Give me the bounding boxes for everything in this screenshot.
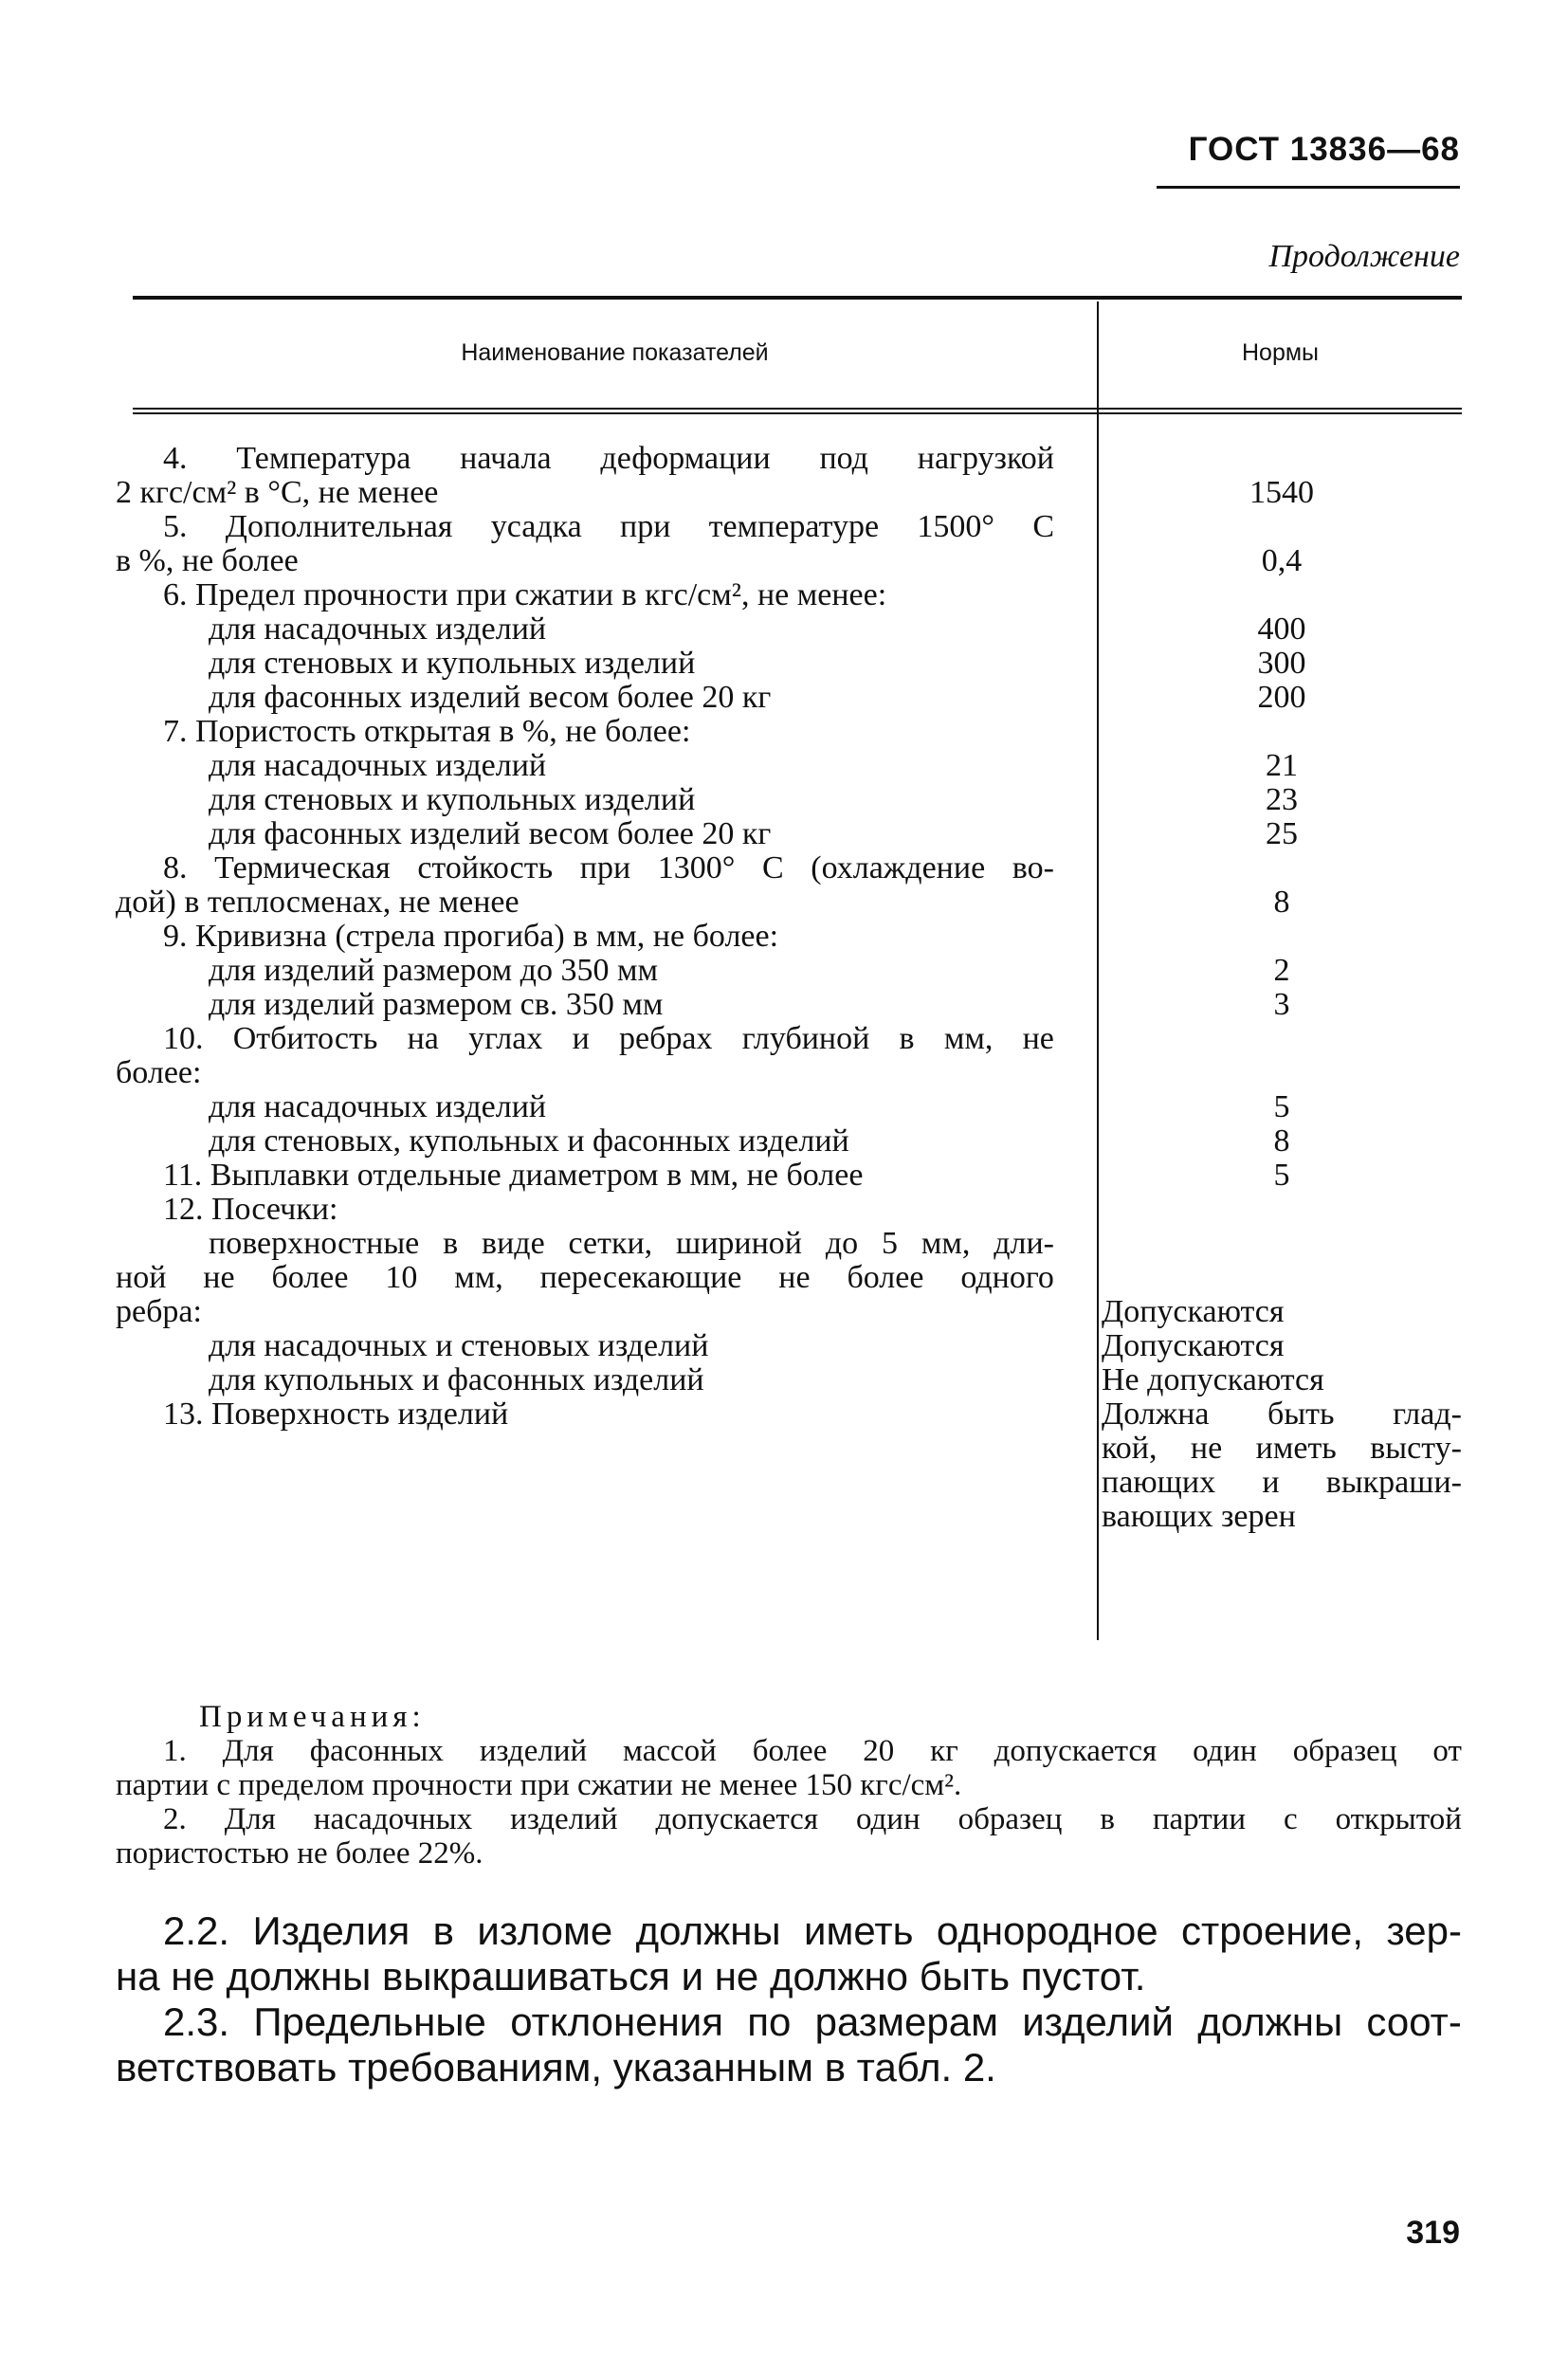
word: Для <box>222 1734 274 1768</box>
word: отклонения <box>510 1999 723 2044</box>
word: фасонных <box>309 1734 444 1768</box>
table-row-norm <box>1102 851 1462 885</box>
table-row-text: 9. Кривизна (стрела прогиба) в мм, не более: <box>163 919 779 954</box>
note-line: пористостью не более 22%. <box>116 1836 483 1871</box>
table-row-norm: 300 <box>1257 646 1306 681</box>
word: деформации <box>600 441 771 476</box>
word: в <box>432 1908 454 1953</box>
table-row-text <box>116 851 1054 885</box>
table-row-norm <box>1102 1432 1462 1466</box>
table-row-norm <box>1102 1261 1462 1295</box>
word: до <box>825 1226 859 1261</box>
word: 4. <box>163 441 188 476</box>
table-row-norm: 3 <box>1273 987 1290 1022</box>
word: и <box>572 1021 590 1056</box>
word: Изделия <box>252 1908 410 1953</box>
table-row-norm <box>1102 1397 1462 1432</box>
word: открытой <box>1335 1802 1462 1836</box>
word: изделий <box>510 1802 618 1836</box>
word: сетки, <box>568 1226 653 1261</box>
word: мм, <box>943 1021 994 1056</box>
word: Для <box>224 1802 276 1836</box>
paragraph-line: на не должны выкрашиваться и не должно быть пустот. <box>116 1954 1146 1999</box>
word: не <box>1190 1431 1223 1466</box>
word: нагрузкой <box>917 441 1054 476</box>
word: размерам <box>814 1999 998 2044</box>
word: Предельные <box>253 1999 486 2044</box>
table-row-text: для насадочных изделий <box>209 612 547 647</box>
table-row-text: для изделий размером до 350 мм <box>209 953 659 988</box>
word: пересекающие <box>539 1260 742 1295</box>
table-row-norm <box>1102 1022 1462 1056</box>
word: Температура <box>236 441 411 476</box>
word: допускается <box>655 1802 819 1836</box>
table-row-text: для стеновых и купольных изделий <box>209 782 696 817</box>
word: один <box>855 1802 921 1836</box>
word: и <box>1262 1465 1280 1500</box>
word: выкраши- <box>1325 1465 1462 1500</box>
word: 1. <box>163 1734 187 1768</box>
table-row-norm <box>1102 1056 1462 1090</box>
word: высту- <box>1370 1431 1462 1466</box>
table-row-norm <box>1102 510 1462 544</box>
table-row-text: в %, не более <box>116 543 299 578</box>
table-row-norm: Не допускаются <box>1102 1362 1324 1397</box>
word: поверхностные <box>209 1226 420 1261</box>
word: пающих <box>1102 1465 1216 1500</box>
word: один <box>1193 1734 1257 1768</box>
table-row-text: для фасонных изделий весом более 20 кг <box>209 816 772 851</box>
word: насадочных <box>313 1802 473 1836</box>
word: начала <box>460 441 552 476</box>
word: углах <box>468 1021 543 1056</box>
table-row-norm: 25 <box>1266 816 1298 851</box>
table-row-text: 12. Посечки: <box>163 1192 338 1227</box>
table-row-norm: 2 <box>1273 953 1290 988</box>
word: 1300° <box>657 850 736 885</box>
table-row-text <box>116 1466 1054 1500</box>
word: 10 <box>385 1260 418 1295</box>
note-line <box>116 1802 1462 1836</box>
word: при <box>620 509 671 544</box>
word: в <box>1100 1802 1115 1836</box>
table-row-text: для купольных и фасонных изделий <box>209 1362 704 1397</box>
word: ребрах <box>619 1021 713 1056</box>
table-row-text: для насадочных изделий <box>209 748 547 783</box>
word: виде <box>482 1226 545 1261</box>
word: изломе <box>477 1908 613 1953</box>
note-line <box>116 1734 1462 1768</box>
table-row-norm <box>1102 442 1462 476</box>
word: допускается <box>994 1734 1158 1768</box>
table-row-text: ребра: <box>116 1294 202 1329</box>
continuation-label: Продолжение <box>1268 239 1460 274</box>
word: глубиной <box>741 1021 870 1056</box>
word: при <box>579 850 631 885</box>
word: соот- <box>1366 1999 1462 2044</box>
table-row-text: для стеновых, купольных и фасонных изделий <box>209 1123 849 1159</box>
word: должны <box>635 1908 781 1953</box>
table-row-norm: 8 <box>1273 885 1290 920</box>
table-body-left <box>116 442 1054 1534</box>
word: 5 <box>881 1226 898 1261</box>
table-row-norm <box>1102 920 1462 954</box>
paragraph-line <box>116 1999 1462 2045</box>
word: 2. <box>163 1802 187 1836</box>
word: более <box>847 1260 924 1295</box>
word: 10. <box>163 1021 204 1056</box>
word: (охлаждение <box>811 850 986 885</box>
note-line: партии с пределом прочности при сжатии не менее 150 кгс/см². <box>116 1768 962 1802</box>
word: во- <box>1012 850 1054 885</box>
word: образец <box>957 1802 1063 1836</box>
word: не <box>1022 1021 1054 1056</box>
word: зер- <box>1386 1908 1462 1953</box>
word: изделий <box>479 1734 588 1768</box>
notes-title: Примечания: <box>199 1700 426 1734</box>
table-row-norm: 200 <box>1257 680 1306 715</box>
word: образец <box>1292 1734 1397 1768</box>
table-row-text: дой) в теплосменах, не менее <box>116 885 520 920</box>
table-row-text: 2 кгс/см² в °С, не менее <box>116 475 439 510</box>
word: температуре <box>708 509 880 544</box>
table-row-norm: 5 <box>1273 1089 1290 1124</box>
table-row-text <box>116 442 1054 476</box>
table-row-text: для насадочных изделий <box>209 1089 547 1124</box>
paragraph-line: ветствовать требованиям, указанным в табл. 2. <box>116 2045 996 2090</box>
table-row-text: для насадочных и стеновых изделий <box>209 1328 709 1363</box>
word: однородное <box>936 1908 1158 1953</box>
table-row-text <box>116 1432 1054 1466</box>
word: в <box>899 1021 915 1056</box>
table-row-norm: 1540 <box>1249 475 1314 510</box>
table-row-norm: 23 <box>1266 782 1298 817</box>
table-header-rule-2 <box>133 412 1462 414</box>
word: более <box>752 1734 828 1768</box>
table-header-norms: Нормы <box>1241 339 1320 366</box>
word: кой, <box>1102 1431 1158 1466</box>
word: 5. <box>163 509 188 544</box>
word: мм, <box>454 1260 503 1295</box>
word: в <box>443 1226 459 1261</box>
table-row-text: более: <box>116 1055 202 1090</box>
table-row-norm: 8 <box>1273 1123 1290 1159</box>
word: 1500° <box>917 509 995 544</box>
table-row-text <box>116 1500 1054 1534</box>
table-row-norm: Допускаются <box>1102 1328 1285 1363</box>
word: по <box>747 1999 792 2044</box>
table-row-text: для стеновых и купольных изделий <box>209 646 696 681</box>
table-body-right <box>1102 442 1462 1534</box>
table-row-norm <box>1102 1193 1462 1227</box>
table-header-rule <box>133 408 1462 410</box>
table-row-norm <box>1102 1466 1462 1500</box>
word: кг <box>930 1734 958 1768</box>
table-row-norm <box>1102 1227 1462 1261</box>
table-row-text: для изделий размером св. 350 мм <box>209 987 664 1022</box>
table-top-rule <box>133 296 1462 300</box>
table-row-norm: 5 <box>1273 1158 1290 1193</box>
table-row-text <box>116 1022 1054 1056</box>
word: иметь <box>804 1908 914 1953</box>
word: быть <box>1267 1396 1335 1432</box>
word: 2.2. <box>163 1908 230 1953</box>
word: на <box>407 1021 439 1056</box>
table-row-norm: вающих зерен <box>1102 1499 1296 1534</box>
table-row-text <box>116 510 1054 544</box>
table-row-text <box>116 1227 1054 1261</box>
table-row-text: 13. Поверхность изделий <box>163 1396 509 1432</box>
paragraphs <box>116 1908 1462 2090</box>
word: строение, <box>1181 1908 1364 1953</box>
word: не <box>203 1260 235 1295</box>
table-row-text: 11. Выплавки отдельные диаметром в мм, не более <box>163 1158 864 1193</box>
word: более <box>271 1260 349 1295</box>
table-column-divider <box>1097 301 1099 1640</box>
word: Отбитость <box>232 1021 378 1056</box>
table-row-norm <box>1102 578 1462 612</box>
word: ной <box>116 1260 167 1295</box>
word: С <box>761 850 784 885</box>
word: изделий <box>1022 1999 1174 2044</box>
word: стойкость <box>417 850 554 885</box>
table-row-text: для фасонных изделий весом более 20 кг <box>209 680 772 715</box>
word: не <box>778 1260 811 1295</box>
word: дли- <box>994 1226 1054 1261</box>
table-header-name: Наименование показателей <box>461 339 769 366</box>
notes-section <box>116 1700 1462 1871</box>
word: от <box>1432 1734 1462 1768</box>
word: глад- <box>1393 1396 1462 1432</box>
paragraph-line <box>116 1908 1462 1954</box>
word: Термическая <box>214 850 391 885</box>
table-row-text: 6. Предел прочности при сжатии в кгс/см², не менее: <box>163 577 887 612</box>
word: Должна <box>1102 1396 1210 1432</box>
word: под <box>819 441 868 476</box>
word: должны <box>1197 1999 1343 2044</box>
word: массой <box>623 1734 717 1768</box>
word: С <box>1032 509 1054 544</box>
word: 20 <box>863 1734 895 1768</box>
word: с <box>1283 1802 1298 1836</box>
word: 8. <box>163 850 188 885</box>
word: 2.3. <box>163 1999 230 2044</box>
word: шириной <box>676 1226 802 1261</box>
word: одного <box>960 1260 1054 1295</box>
doc-code-rule <box>1157 186 1460 189</box>
word: мм, <box>921 1226 971 1261</box>
table-row-norm: 400 <box>1257 612 1306 647</box>
table-row-text <box>116 1261 1054 1295</box>
word: иметь <box>1255 1431 1337 1466</box>
word: партии <box>1152 1802 1246 1836</box>
table-row-text: 7. Пористость открытая в %, не более: <box>163 714 691 749</box>
table-row-norm: 21 <box>1266 748 1298 783</box>
word: усадка <box>490 509 582 544</box>
table-row-norm <box>1102 715 1462 749</box>
table-row-norm: Допускаются <box>1102 1294 1285 1329</box>
word: Дополнительная <box>225 509 453 544</box>
doc-code: ГОСТ 13836—68 <box>1188 131 1460 168</box>
table-row-norm: 0,4 <box>1261 543 1303 578</box>
page-number: 319 <box>1406 2215 1460 2251</box>
